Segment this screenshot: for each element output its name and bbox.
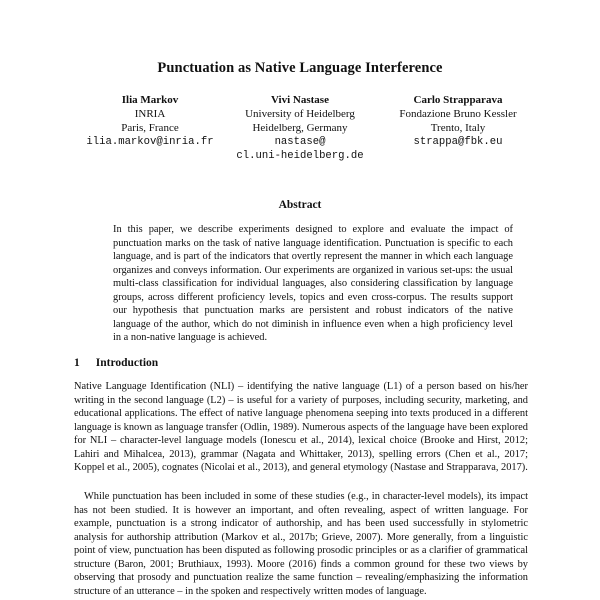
author-block-3 (373, 93, 543, 149)
author-email-line2: cl.uni-heidelberg.de (236, 150, 364, 162)
section-number: 1 (74, 357, 80, 369)
author-affiliation: Fondazione Bruno Kessler (399, 108, 517, 120)
author-email: strappa@fbk.eu (413, 136, 503, 148)
abstract-text: In this paper, we describe experiments designed to explore and evaluate the impact of punctuation marks on the task of native language identification. Punctuation is specific to each language, and is part of the indicators that overtly represent the manner in which each language organizes and conveys information. Our experiments are organized in various set-ups: the usual multi-class classification for individual languages, also considering classification by language groups, across different proficiency levels, topics and even cross-corpus. The results support our hypothesis that punctuation marks are persistent and robust indicators of the native language of the author, which do not diminish in influence even when a high proficiency level in a non-native language is achieved. (113, 224, 513, 343)
body-paragraph-1: Native Language Identification (NLI) – identifying the native language (L1) of a person based on his/her writing in the second language (L2) – is useful for a variety of purposes, including security, marketing, and educational applications. The effect of native language phenomena seeping into texts produced in a different language is known as language transfer (Odlin, 1989). Numerous aspects of the language have been explored for NLI – character-level language models (Ionescu et al., 2014), lexical choice (Brooke and Hirst, 2012; Lahiri and Mihalcea, 2013), grammar (Nagata and Whittaker, 2013), spelling errors (Chen et al., 2017; Koppel et al., 2005), cognates (Nicolai et al., 2013), and general etymology (Nastase and Strapparava, 2017). (74, 381, 528, 473)
body-paragraph-2: While punctuation has been included in some of these studies (e.g., in character-level models), its impact has not been studied. It is however an important, and often revealing, aspect of written language. For example, punctuation is a strong indicator of authorship, and has been used successfully in stylometric analysis for authorship attribution (Markov et al., 2017b; Grieve, 2007). More generally, from a linguistic point of view, punctuation has been disputed as following prosodic principles or as a clarifier of grammatical structure (Baron, 2001; Bruthiaux, 1993). Moore (2016) finds a common ground for these two views by observing that prosody and punctuation realize the same function – revealing/emphasizing the information structure of an utterance – in the spoken and respectively written modes of language. (74, 491, 528, 597)
section-heading (74, 357, 158, 369)
paper-title: Punctuation as Native Language Interference (157, 60, 443, 76)
author-name: Vivi Nastase (271, 94, 329, 106)
author-location: Trento, Italy (430, 122, 486, 134)
author-name: Ilia Markov (121, 94, 179, 106)
author-email-line1: nastase@ (274, 136, 326, 148)
abstract-heading: Abstract (278, 199, 322, 211)
author-email: ilia.markov@inria.fr (86, 136, 214, 148)
author-location: Heidelberg, Germany (252, 122, 348, 134)
author-name: Carlo Strapparava (413, 94, 503, 106)
section-title: Introduction (95, 357, 159, 369)
author-block-2 (220, 93, 380, 163)
author-affiliation: University of Heidelberg (245, 108, 355, 120)
author-block-1 (70, 93, 230, 149)
author-location: Paris, France (121, 122, 179, 134)
author-affiliation: INRIA (134, 108, 166, 120)
